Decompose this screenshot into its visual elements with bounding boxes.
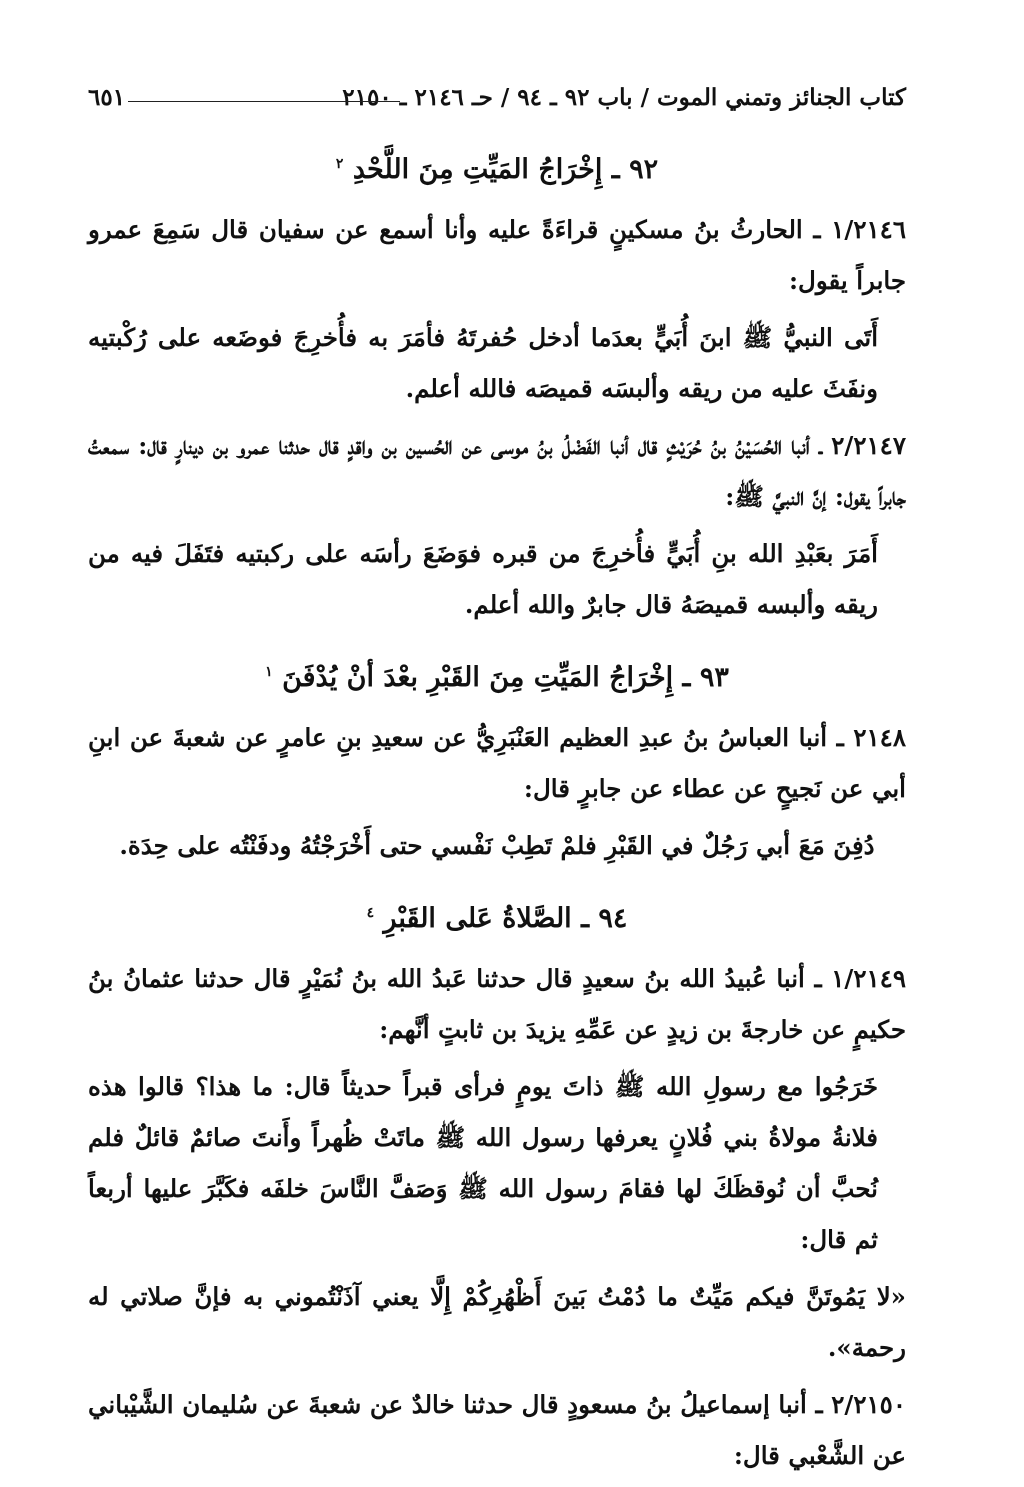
- hadith-2149-quote: «لا يَمُوتَنَّ فيكم مَيِّتٌ ما دُمْتُ بَينَ أَظْهُرِكُمْ إِلَّا يعني آذَنْتُموني به فإنَّ صلاتي له رحمة».: [88, 1282, 906, 1362]
- hadith-2148-isnad: ٢١٤٨ ـ أنبا العباسُ بنُ عبدِ العظيم العَنْبَرِيُّ عن سعيدِ بنِ عامرٍ عن شعبةَ عن ابنِ أبي عن نَجيحٍ عن عطاء عن جابرٍ قال:: [88, 723, 906, 803]
- header-rule: [128, 101, 400, 102]
- hadith-2146-text: أَتَى النبيُّ ﷺ ابنَ أُبَيٍّ بعدَما أدخل حُفرتَهُ فأمَرَ به فأُخرِجَ فوضَعه على رُكْبتيه ونفَثَ عليه من ريقه وألبسَه قميصَه فالله أعلم.: [88, 323, 878, 403]
- hadith-2147-isnad: ٢/٢١٤٧ ـ أنبا الحُسَيْنُ بنُ حُرَيْثٍ قال أنبا الفَضْلُ بنُ موسى عن الحُسين بن واقدٍ قال حدثنا عمرو بن دينارٍ قال: سمعتُ جابراً يقول: إنَّ النبيَّ ﷺ:: [88, 431, 906, 511]
- page-number: ٦٥١: [88, 84, 126, 111]
- footnote-marker: ٢: [335, 156, 344, 172]
- chapter-title-94: ٩٤ ـ الصَّلاةُ عَلى القَبْرِ: [383, 903, 628, 934]
- running-header: [88, 70, 906, 122]
- chapter-title-92: ٩٢ ـ إِخْرَاجُ المَيِّتِ مِنَ اللَّحْدِ: [352, 154, 659, 185]
- hadith-2149-isnad: ١/٢١٤٩ ـ أنبا عُبيدُ الله بنُ سعيدٍ قال حدثنا عَبدُ الله بنُ نُمَيْرٍ قال حدثنا عثمانُ بنُ حكيمٍ عن خارجةَ بن زيدٍ عن عَمِّهِ يزيدَ بن ثابتٍ أنَّهم:: [88, 964, 906, 1044]
- document-page: [88, 70, 906, 1487]
- hadith-2149-text: خَرَجُوا مع رسولِ الله ﷺ ذاتَ يومٍ فرأى قبراً حديثاً قال: ما هذا؟ قالوا هذه فلانةُ مولاةُ بني فُلانٍ يعرفها رسول الله ﷺ ماتَتْ ظُهراً وأَنتَ صائمٌ قائلٌ فلم نُحبَّ أن نُوقظَكَ لها فقامَ رسول الله ﷺ وَصَفَّ النَّاسَ خلفَه فكَبَّرَ عليها أربعاً ثم قال:: [88, 1072, 878, 1254]
- footnote-marker: ١: [265, 664, 273, 680]
- footnote-marker: ٤: [366, 905, 375, 921]
- chapter-heading-94: [88, 893, 906, 939]
- hadith-2146-isnad: ١/٢١٤٦ ـ الحارثُ بنُ مسكينٍ قراءَةً عليه وأنا أسمع عن سفيان قال سَمِعَ عمرو جابراً يقول:: [88, 215, 906, 295]
- hadith-2150-isnad: ٢/٢١٥٠ ـ أنبا إسماعيلُ بنُ مسعودٍ قال حدثنا خالدٌ عن شعبةَ عن سُليمان الشَّيْباني عن الشَّعْبي قال:: [88, 1390, 906, 1470]
- chapter-heading-92: [88, 144, 906, 190]
- chapter-heading-93: [88, 652, 906, 698]
- running-header-title: كتاب الجنائز وتمني الموت / باب ٩٢ ـ ٩٤ / حـ ٢١٤٦ ـ ٢١٥٠: [342, 84, 906, 111]
- hadith-2147-text: أَمَرَ بعَبْدِ الله بنِ أُبَيٍّ فأُخرِجَ من قبره فوَضَعَ رأسَه على ركبتيه فتَفَلَ فيه من ريقه وألبسه قميصَهُ قال جابرٌ والله أعلم.: [88, 539, 878, 619]
- hadith-2148-text: دُفِنَ مَعَ أبي رَجُلٌ في القَبْرِ فلمْ تَطِبْ نَفْسي حتى أَخْرَجْتُهُ ودفَنْتُه على حِدَة.: [119, 831, 875, 860]
- chapter-title-93: ٩٣ ـ إِخْرَاجُ المَيِّتِ مِنَ القَبْرِ بعْدَ أنْ يُدْفَنَ: [282, 662, 729, 693]
